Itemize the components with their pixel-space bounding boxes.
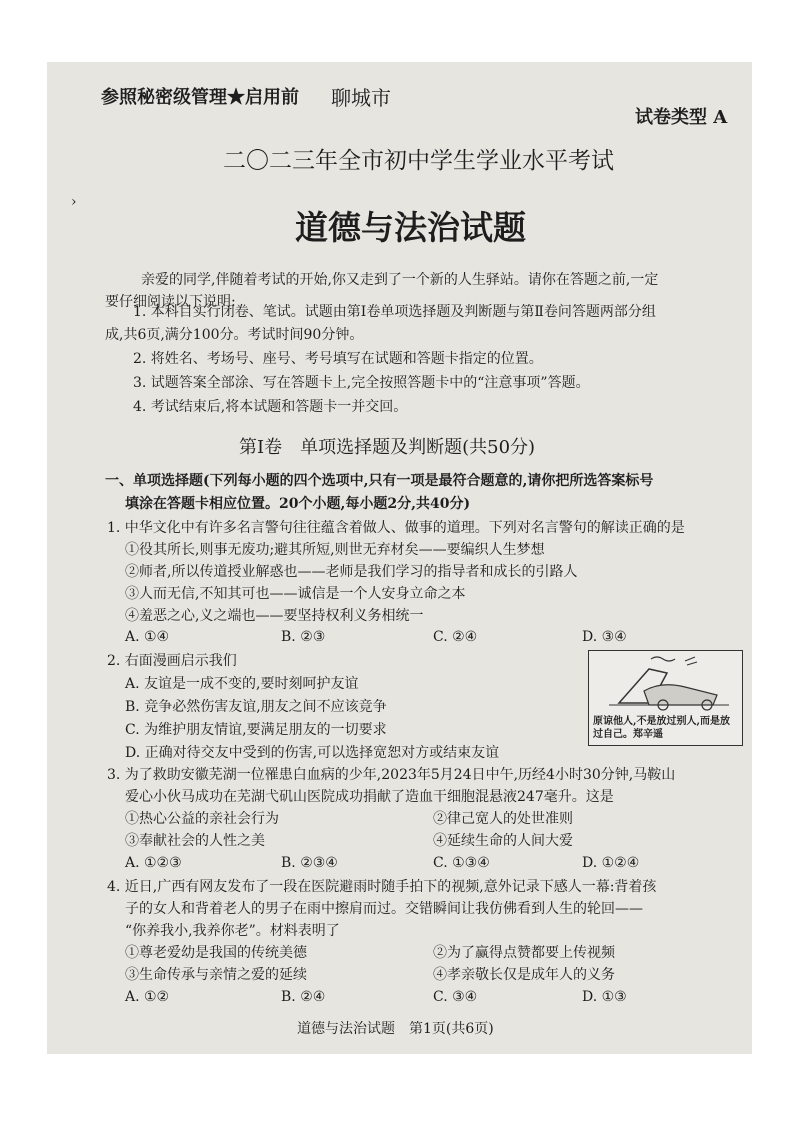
margin-mark: › (71, 194, 77, 210)
q1-item-1: ①役其所长,则事无废功;避其所短,则世无弃材矣——要编织人生梦想 (125, 542, 545, 558)
instruction-2: 2. 将姓名、考场号、座号、考号填写在试题和答题卡指定的位置。 (133, 351, 543, 367)
q3-option-b: B. ②③④ (281, 855, 338, 871)
q2-option-c: C. 为维护朋友情谊,要满足朋友的一切要求 (125, 722, 387, 738)
exam-title: 二〇二三年全市初中学生学业水平考试 (223, 148, 614, 174)
q1-item-3: ③人而无信,不知其可也——诚信是一个人安身立命之本 (125, 586, 466, 602)
q3-item-4: ④延续生命的人间大爱 (433, 833, 573, 849)
q1-item-2: ②师者,所以传道授业解惑也——老师是我们学习的指导者和成长的引路人 (125, 564, 578, 580)
q3-item-3: ③奉献社会的人性之美 (125, 833, 265, 849)
instruction-1b: 成,共6页,满分100分。考试时间90分钟。 (105, 327, 364, 343)
q4-item-4: ④孝亲敬长仅是成年人的义务 (433, 967, 615, 983)
q4-stem-2: 子的女人和背着老人的男子在雨中擦肩而过。交错瞬间让我仿佛看到人生的轮回—— (125, 901, 643, 917)
q4-option-d: D. ①③ (582, 989, 627, 1005)
q3-stem-2: 爱心小伙马成功在芜湖弋矶山医院成功捐献了造血干细胞混悬液247毫升。这是 (125, 789, 614, 805)
city-label: 聊城市 (331, 86, 391, 110)
q1-item-4: ④羞恶之心,义之端也——要坚持权利义务相统一 (125, 608, 424, 624)
comic-caption: 原谅他人,不是放过别人,而是放过自己。郑辛遥 (593, 716, 730, 740)
q3-option-c: C. ①③④ (433, 855, 490, 871)
instruction-4: 4. 考试结束后,将本试题和答题卡一并交回。 (133, 399, 408, 415)
q3-item-1: ①热心公益的亲社会行为 (125, 811, 279, 827)
q1-option-b: B. ②③ (281, 629, 326, 645)
q4-option-a: A. ①② (125, 989, 170, 1005)
comic-drawing (589, 651, 739, 713)
q4-option-b: B. ②④ (281, 989, 326, 1005)
page-footer: 道德与法治试题 第1页(共6页) (297, 1021, 494, 1037)
intro-line-1: 亲爱的同学,伴随着考试的开始,你又走到了一个新的人生驿站。请你在答题之前,一定 (141, 272, 659, 288)
q3-stem-1: 3. 为了救助安徽芜湖一位罹患白血病的少年,2023年5月24日中午,历经4小时30分钟,马鞍山 (107, 767, 676, 783)
exam-paper (47, 62, 752, 1054)
q4-item-1: ①尊老爱幼是我国的传统美德 (125, 945, 307, 961)
part-one-line-2: 填涂在答题卡相应位置。20个小题,每小题2分,共40分) (125, 496, 471, 512)
q4-option-c: C. ③④ (433, 989, 478, 1005)
section-title: 第Ⅰ卷 单项选择题及判断题(共50分) (239, 437, 536, 458)
q4-stem-1: 4. 近日,广西有网友发布了一段在医院避雨时随手拍下的视频,意外记录下感人一幕:背着孩 (107, 879, 657, 895)
intro-line-2: 要仔细阅读以下说明: (105, 294, 236, 310)
q3-item-2: ②律己宽人的处世准则 (433, 811, 573, 827)
q1-stem: 1. 中华文化中有许多名言警句往往蕴含着做人、做事的道理。下列对名言警句的解读正确的是 (107, 520, 685, 536)
q1-option-c: C. ②④ (433, 629, 478, 645)
q2-option-b: B. 竞争必然伤害友谊,朋友之间不应该竞争 (125, 699, 387, 715)
secrecy-label: 参照秘密级管理★启用前 (101, 87, 299, 108)
q4-item-2: ②为了赢得点赞都要上传视频 (433, 945, 615, 961)
instruction-3: 3. 试题答案全部涂、写在答题卡上,完全按照答题卡中的“注意事项”答题。 (133, 375, 590, 391)
q4-stem-3: “你养我小,我养你老”。材料表明了 (125, 923, 340, 939)
q2-option-d: D. 正确对待交友中受到的伤害,可以选择宽恕对方或结束友谊 (125, 745, 500, 761)
q2-stem: 2. 右面漫画启示我们 (107, 653, 237, 669)
comic-illustration (588, 650, 743, 746)
part-one-line-1: 一、单项选择题(下列每小题的四个选项中,只有一项是最符合题意的,请你把所选答案标号 (105, 473, 654, 489)
subject-title: 道德与法治试题 (295, 208, 526, 247)
paper-type-label: 试卷类型 A (635, 107, 728, 128)
q4-item-3: ③生命传承与亲情之爱的延续 (125, 967, 307, 983)
q3-option-d: D. ①②④ (582, 855, 640, 871)
q3-option-a: A. ①②③ (125, 855, 182, 871)
q1-option-d: D. ③④ (582, 629, 627, 645)
q1-option-a: A. ①④ (125, 629, 170, 645)
q2-option-a: A. 友谊是一成不变的,要时刻呵护友谊 (125, 676, 359, 692)
instruction-1a: 1. 本科目实行闭卷、笔试。试题由第Ⅰ卷单项选择题及判断题与第Ⅱ卷问答题两部分组 (133, 304, 656, 320)
